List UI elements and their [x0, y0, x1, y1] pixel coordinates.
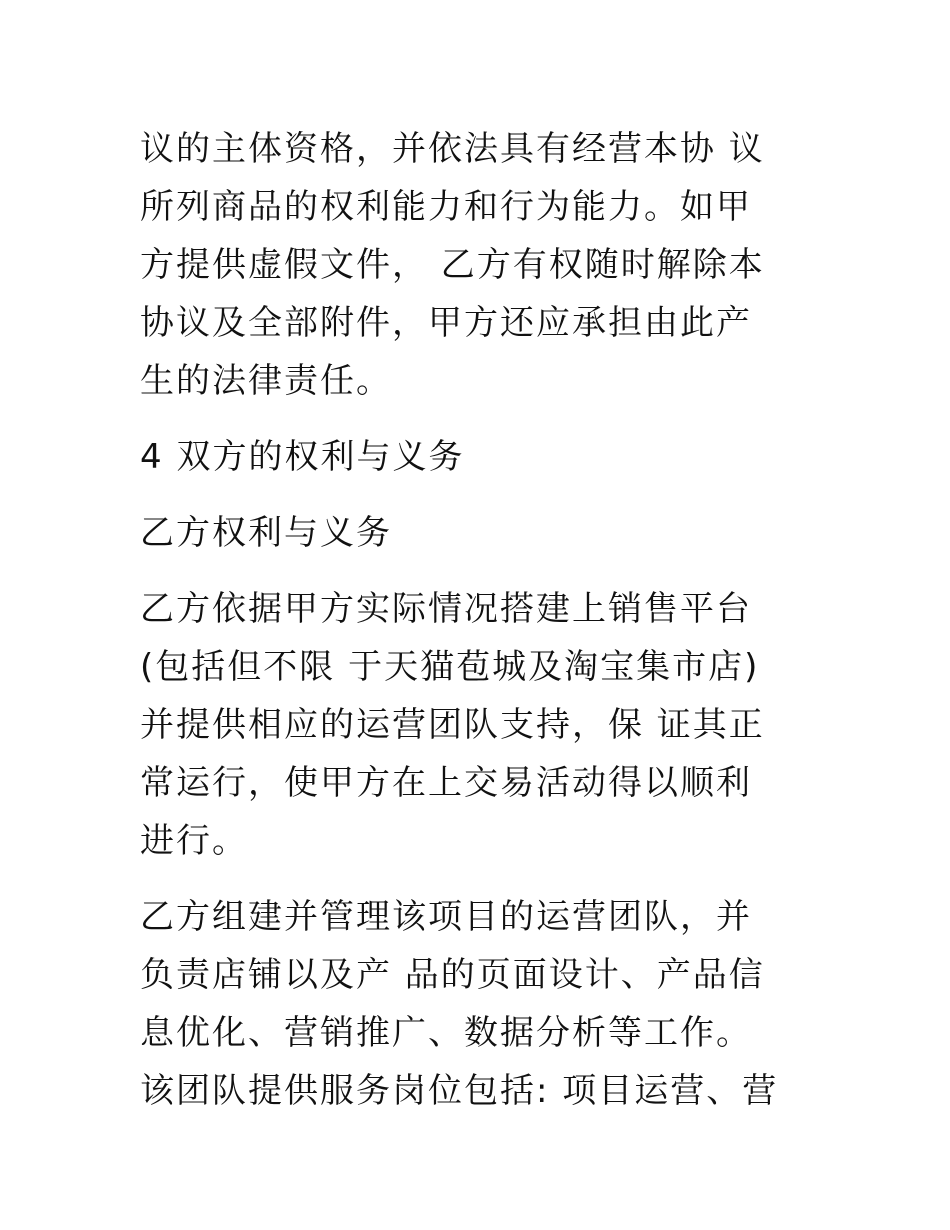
- section-heading: 4 双方的权利与义务: [140, 437, 465, 477]
- text-line: 常运行，使甲方在上交易活动得以顺利: [140, 763, 752, 803]
- text-line: 所列商品的权利能力和行为能力。如甲: [140, 187, 752, 227]
- text-line: 生的法律责任。: [140, 361, 392, 401]
- text-line: 方提供虚假文件， 乙方有权随时解除本: [140, 245, 765, 285]
- text-line: 乙方组建并管理该项目的运营团队，并: [140, 897, 752, 937]
- paragraph-team: [140, 888, 820, 1120]
- text-line: 负责店铺以及产 品的页面设计、产品信: [140, 955, 765, 995]
- text-line: 该团队提供服务岗位包括: 项目运营、营: [140, 1071, 779, 1111]
- document-page: [140, 120, 820, 1138]
- text-line: 息优化、营销推广、数据分析等工作。: [140, 1013, 752, 1053]
- text-line: (包括但不限 于天猫苞城及淘宝集市店): [140, 647, 760, 687]
- text-line: 并提供相应的运营团队支持，保 证其正: [140, 705, 765, 745]
- text-line: 乙方依据甲方实际情况搭建上销售平台: [140, 589, 752, 629]
- text-line: 进行。: [140, 821, 248, 861]
- subheading: 乙方权利与义务: [140, 513, 392, 553]
- text-line: 议的主体资格，并依法具有经营本协 议: [140, 129, 765, 169]
- text-line: 协议及全部附件，甲方还应承担由此产: [140, 303, 752, 343]
- paragraph-platform: [140, 580, 820, 870]
- paragraph-qualification: [140, 120, 820, 410]
